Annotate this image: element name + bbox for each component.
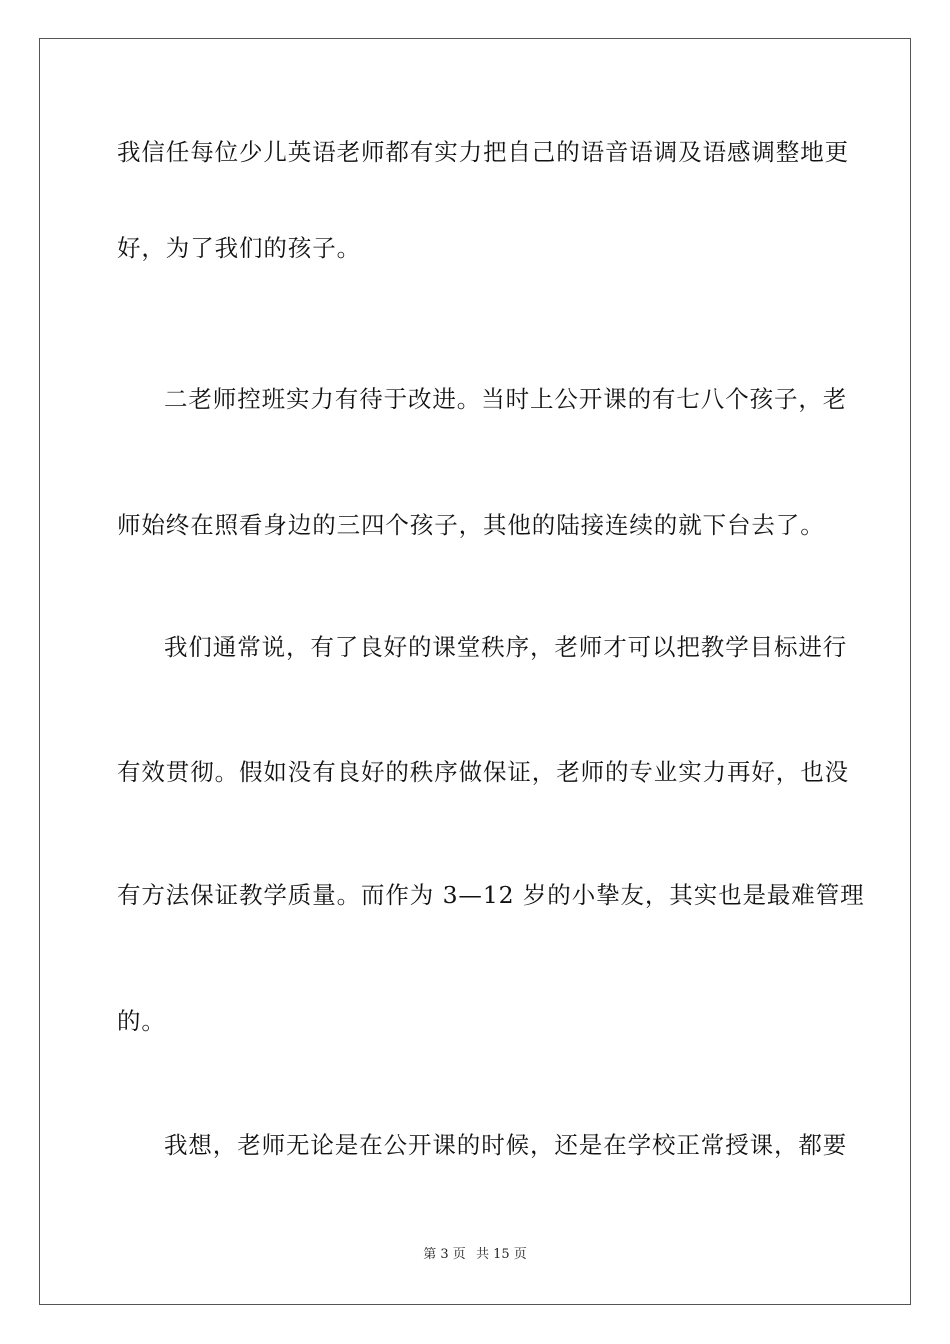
paragraph-line: 好，为了我们的孩子。 <box>117 234 361 262</box>
paragraph-line: 有效贯彻。假如没有良好的秩序做保证，老师的专业实力再好，也没 <box>117 758 849 786</box>
page-number: 第 3 页 <box>423 1247 466 1262</box>
paragraph-line: 师始终在照看身边的三四个孩子，其他的陆接连续的就下台去了。 <box>117 511 825 539</box>
paragraph-line: 的。 <box>117 1007 166 1035</box>
page-total: 共 15 页 <box>475 1247 527 1262</box>
paragraph-line: 我信任每位少儿英语老师都有实力把自己的语音语调及语感调整地更 <box>117 138 849 166</box>
paragraph-line: 我们通常说，有了良好的课堂秩序，老师才可以把教学目标进行 <box>164 633 848 661</box>
page-border <box>39 38 911 1305</box>
paragraph-line: 我想，老师无论是在公开课的时候，还是在学校正常授课，都要 <box>164 1131 848 1159</box>
paragraph-line: 二老师控班实力有待于改进。当时上公开课的有七八个孩子，老 <box>164 385 848 413</box>
page-footer <box>0 1247 950 1263</box>
paragraph-line: 有方法保证教学质量。而作为 3—12 岁的小挚友，其实也是最难管理 <box>117 881 865 909</box>
